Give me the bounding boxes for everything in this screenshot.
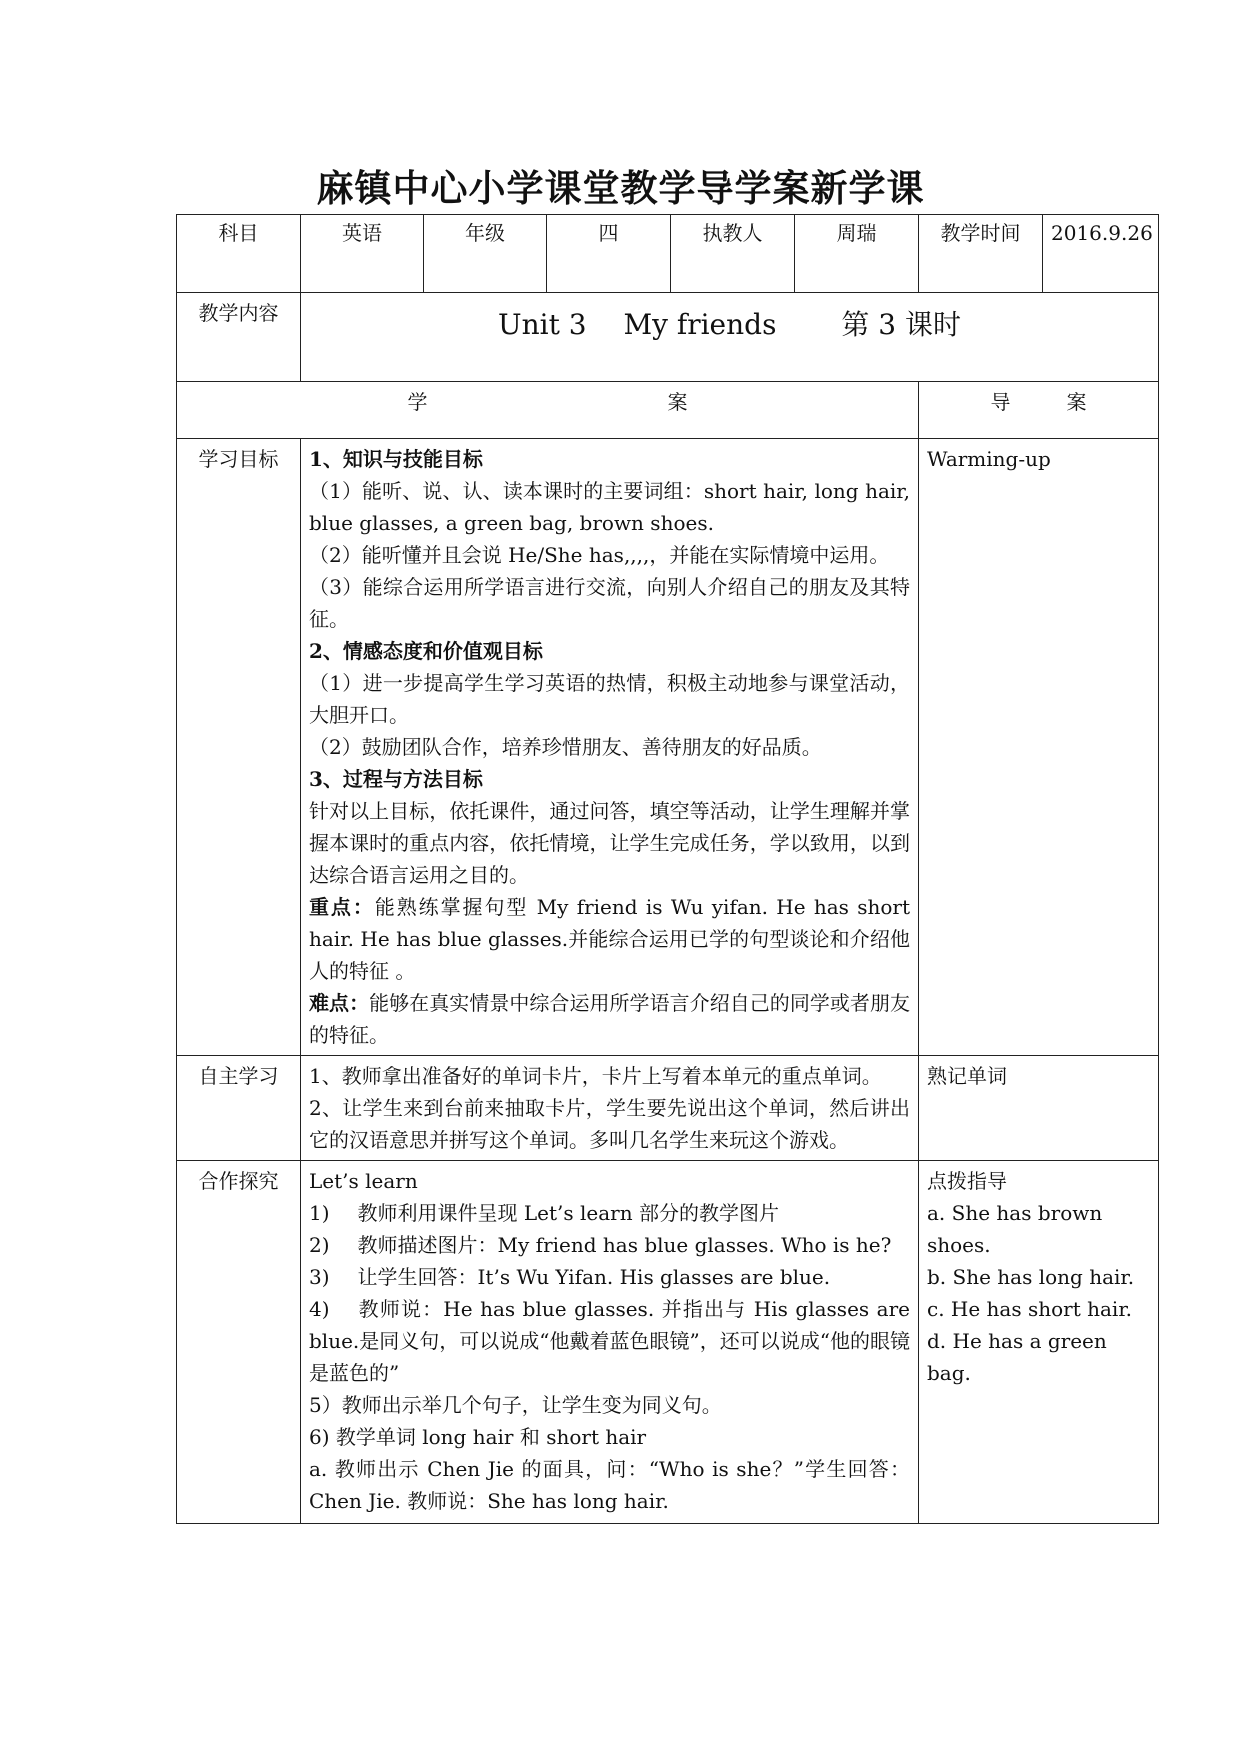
time-label: 教学时间 (919, 215, 1043, 293)
coop-guide-item: d. He has a green bag. (927, 1329, 1107, 1385)
objectives-label: 学习目标 (177, 439, 301, 1056)
coop-guide-item: b. She has long hair. (927, 1265, 1135, 1289)
coop-row (177, 1161, 1159, 1524)
teacher-label: 执教人 (671, 215, 795, 293)
difficult-point: 难点：能够在真实情景中综合运用所学语言介绍自己的同学或者朋友的特征。 (309, 991, 911, 1047)
content-value (301, 293, 1159, 382)
content-label: 教学内容 (177, 293, 301, 382)
time-value: 2016.9.26 (1043, 215, 1159, 293)
right-column-header: 导 案 (919, 382, 1159, 439)
coop-label: 合作探究 (177, 1161, 301, 1524)
coop-guide-item: c. He has short hair. (927, 1297, 1133, 1321)
left-column-header: 学 案 (177, 382, 919, 439)
subject-label: 科目 (177, 215, 301, 293)
header-row (177, 215, 1159, 293)
subject-value: 英语 (301, 215, 424, 293)
coop-content: Let’s learn 1) 教师利用课件呈现 Let’s learn 部分的教学图片 2) 教师描述图片：My friend has blue glasses. Who is he? 3) 让学生回答：It’s Wu Yifan. His glasses are blue. 4) 教师说：He has blue glasses. 并指出与 His glasses are blue.是同义句，可以说成“他戴着蓝色眼镜”，还可以说成“他的眼镜是蓝色的” 5）教师出示举几个句子，让学生变为同义句。 6) 教学单词 long hair 和 short hair a. 教师出示 Chen Jie 的面具，问：“Who is she？”学生回答：Chen Jie. 教师说：She has long hair. (301, 1161, 919, 1524)
grade-label: 年级 (424, 215, 547, 293)
unit-text: Unit 3 (498, 308, 587, 341)
objectives-content: 1、知识与技能目标 （1）能听、说、认、读本课时的主要词组：short hair, long hair, blue glasses, a green bag, brown shoes. （2）能听懂并且会说 He/She has,,,,，并能在实际情境中运用。 （3）能综合运用所学语言进行交流，向别人介绍自己的朋友及其特征。 2、情感态度和价值观目标 （1）进一步提高学生学习英语的热情，积极主动地参与课堂活动，大胆开口。 （2）鼓励团队合作，培养珍惜朋友、善待朋友的好品质。 3、过程与方法目标 针对以上目标，依托课件，通过问答，填空等活动，让学生理解并掌握本课时的重点内容，依托情境，让学生完成任务，学以致用，以到达综合语言运用之目的。 重点：能熟练掌握句型 My friend is Wu yifan. He has short hair. He has blue glasses.并能综合运用已学的句型谈论和介绍他人的特征 。 难点：能够在真实情景中综合运用所学语言介绍自己的同学或者朋友的特征。 (301, 439, 919, 1056)
lesson-plan-table (176, 214, 1159, 1524)
objectives-row (177, 439, 1159, 1056)
topic-text: My friends (623, 308, 777, 341)
self-study-guide: 熟记单词 (919, 1056, 1159, 1161)
column-header-row (177, 382, 1159, 439)
self-study-row (177, 1056, 1159, 1161)
self-study-label: 自主学习 (177, 1056, 301, 1161)
document-title: 麻镇中心小学课堂教学导学案新学课 (316, 167, 925, 210)
coop-guide (919, 1161, 1159, 1524)
content-row (177, 293, 1159, 382)
grade-value: 四 (547, 215, 671, 293)
coop-guide-title: 点拨指导 (927, 1169, 1007, 1193)
self-study-content: 1、教师拿出准备好的单词卡片，卡片上写着本单元的重点单词。 2、让学生来到台前来抽取卡片，学生要先说出这个单词，然后讲出它的汉语意思并拼写这个单词。多叫几名学生来玩这个游戏。 (301, 1056, 919, 1161)
objectives-guide: Warming-up (919, 439, 1159, 1056)
coop-guide-item: a. She has brown shoes. (927, 1201, 1103, 1257)
teacher-value: 周瑞 (795, 215, 919, 293)
lesson-text: 第 3 课时 (841, 308, 961, 341)
key-point: 重点：能熟练掌握句型 My friend is Wu yifan. He has short hair. He has blue glasses.并能综合运用已学的句型谈论和介绍他人的特征 。 (309, 895, 911, 983)
